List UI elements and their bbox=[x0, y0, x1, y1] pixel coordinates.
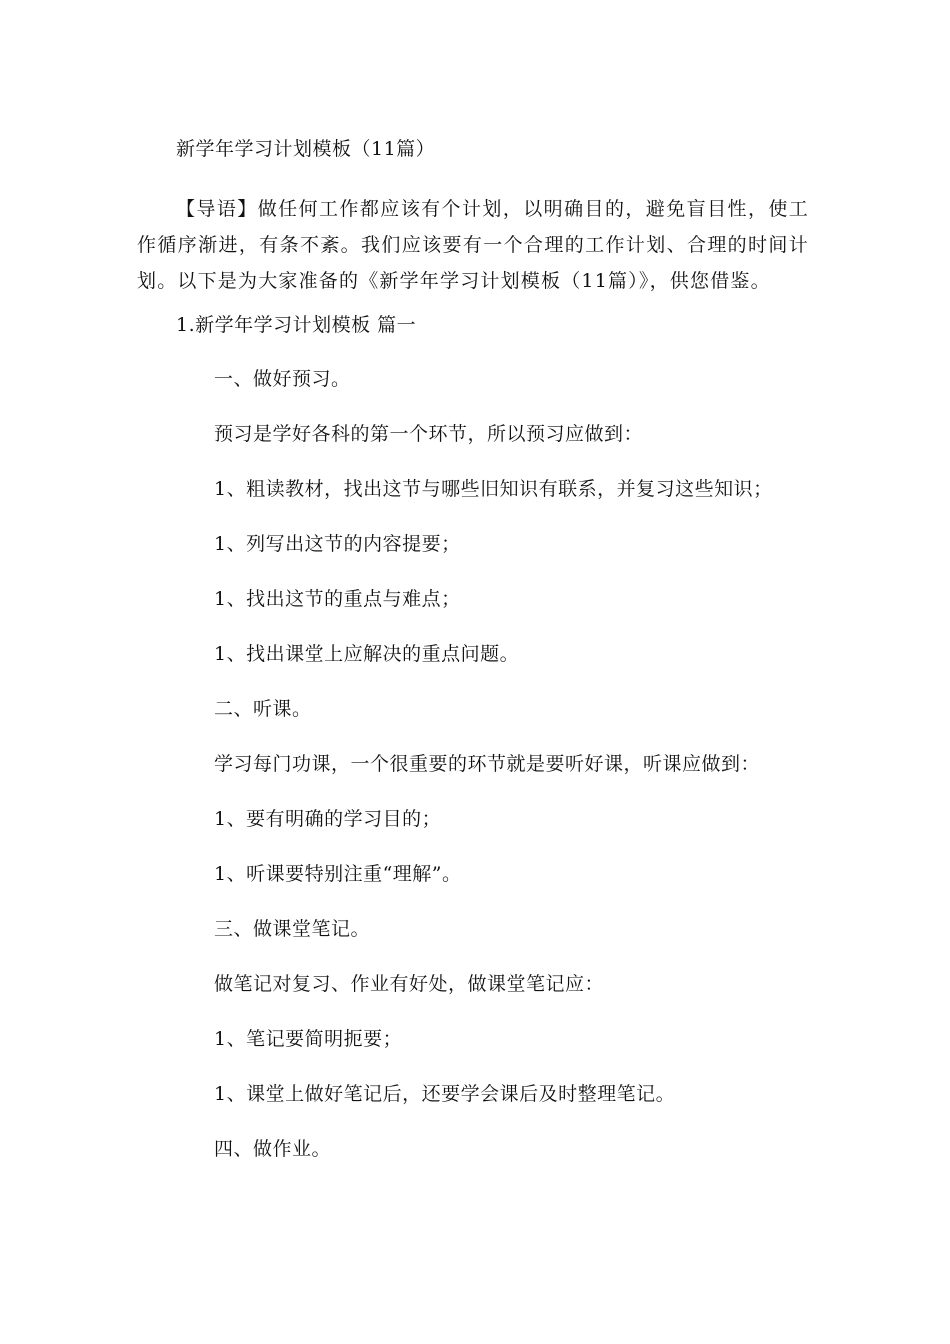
heading-notes: 三、做课堂笔记。 bbox=[214, 918, 371, 940]
paragraph: 预习是学好各科的第一个环节，所以预习应做到： bbox=[214, 423, 644, 445]
list-item: 1、听课要特别注重“理解”。 bbox=[214, 863, 462, 885]
paragraph: 学习每门功课，一个很重要的环节就是要听好课，听课应做到： bbox=[214, 753, 761, 775]
list-item: 1、列写出这节的内容提要； bbox=[214, 533, 461, 555]
intro-paragraph: 【导语】做任何工作都应该有个计划，以明确目的，避免盲目性，使工作循序渐进，有条不紊。我们应该要有一个合理的工作计划、合理的时间计划。以下是为大家准备的《新学年学习计划模板（11篇）》，供您借鉴。 bbox=[137, 198, 809, 292]
list-item: 1、找出这节的重点与难点； bbox=[214, 588, 461, 610]
document-title: 新学年学习计划模板（11篇） bbox=[176, 138, 436, 160]
list-item: 1、粗读教材，找出这节与哪些旧知识有联系，并复习这些知识； bbox=[214, 478, 773, 500]
list-item: 1、课堂上做好笔记后，还要学会课后及时整理笔记。 bbox=[214, 1083, 676, 1105]
section-heading: 1.新学年学习计划模板 篇一 bbox=[176, 314, 417, 336]
list-item: 1、笔记要简明扼要； bbox=[214, 1028, 403, 1050]
heading-preview: 一、做好预习。 bbox=[214, 368, 351, 390]
heading-homework: 四、做作业。 bbox=[214, 1138, 332, 1160]
paragraph: 做笔记对复习、作业有好处，做课堂笔记应： bbox=[214, 973, 605, 995]
list-item: 1、找出课堂上应解决的重点问题。 bbox=[214, 643, 520, 665]
list-item: 1、要有明确的学习目的； bbox=[214, 808, 442, 830]
heading-listen: 二、听课。 bbox=[214, 698, 312, 720]
